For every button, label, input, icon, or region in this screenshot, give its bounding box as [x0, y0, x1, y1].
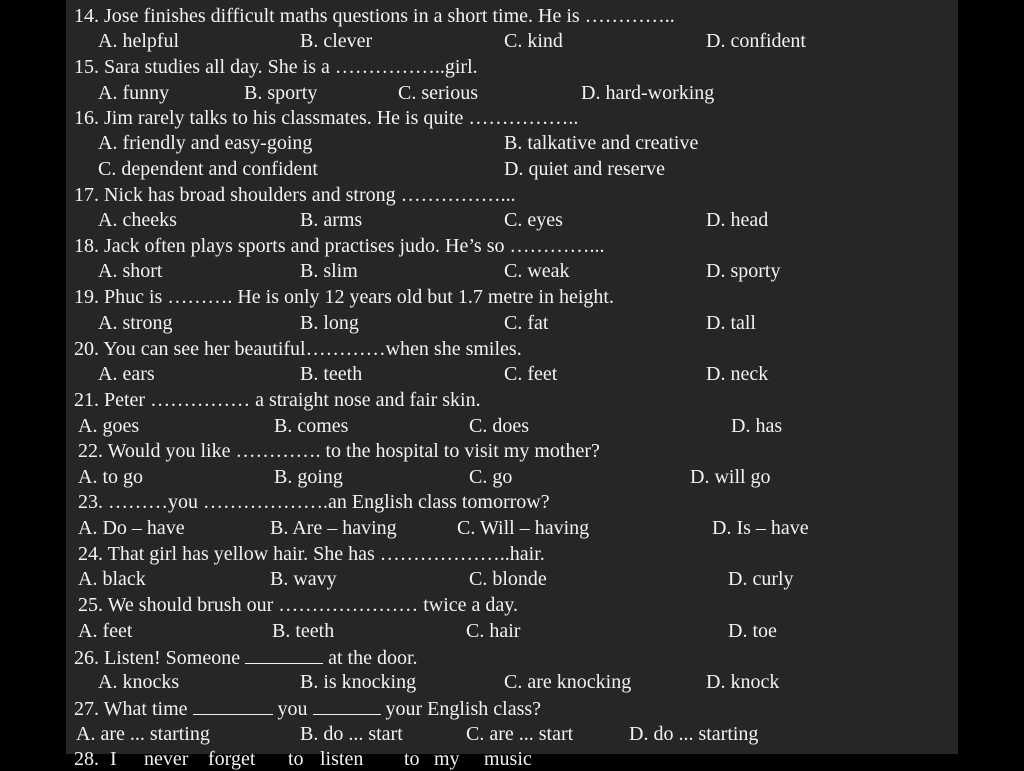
answer-blank [193, 696, 273, 715]
question-22-option-b: B. going [274, 466, 343, 488]
question-18-option-c: C. weak [504, 260, 570, 282]
question-20-option-a: A. ears [98, 363, 155, 385]
question-26-stem-part: at the door. [323, 647, 418, 669]
cut-off-word: 28. [74, 748, 99, 770]
question-24-option-a: A. black [78, 568, 146, 590]
question-16-stem: 16. Jim rarely talks to his classmates. He is quite …………….. [74, 107, 579, 129]
question-19-option-d: D. tall [706, 312, 756, 334]
question-17-option-d: D. head [706, 209, 769, 231]
question-14-option-b: B. clever [300, 30, 373, 52]
question-26-stem [74, 645, 418, 670]
cut-off-word: listen [320, 748, 364, 770]
question-17-stem: 17. Nick has broad shoulders and strong ……………... [74, 184, 516, 206]
cut-off-word: my [434, 748, 460, 770]
question-27-stem-part: 27. What time [74, 698, 193, 720]
question-27-option-a: A. are ... starting [76, 723, 210, 745]
question-14-option-a: A. helpful [98, 30, 180, 52]
question-25-option-b: B. teeth [272, 620, 335, 642]
question-22-option-a: A. to go [78, 466, 143, 488]
question-22-option-c: C. go [469, 466, 513, 488]
question-26-stem-part: 26. Listen! Someone [74, 647, 246, 669]
question-17-option-c: C. eyes [504, 209, 563, 231]
question-23-option-a: A. Do – have [78, 517, 185, 539]
question-14-option-c: C. kind [504, 30, 563, 52]
question-25-stem: 25. We should brush our ………………… twice a day. [78, 594, 518, 616]
question-22-option-d: D. will go [690, 466, 771, 488]
cut-off-question-28 [74, 747, 594, 770]
question-27-stem-part: your English class? [380, 698, 542, 720]
question-26-option-d: D. knock [706, 671, 780, 693]
question-27-option-c: C. are ... start [466, 723, 574, 745]
cut-off-word: forget [208, 748, 256, 770]
worksheet [66, 0, 958, 770]
question-21-option-d: D. has [731, 415, 783, 437]
question-16-option-b: B. talkative and creative [504, 132, 699, 154]
question-27-stem [74, 696, 541, 721]
question-25-option-a: A. feet [78, 620, 133, 642]
question-19-option-c: C. fat [504, 312, 549, 334]
question-18-stem: 18. Jack often plays sports and practises judo. He’s so …………... [74, 235, 605, 257]
question-18-option-a: A. short [98, 260, 163, 282]
cut-off-word: music [484, 748, 532, 770]
question-15-option-c: C. serious [398, 82, 478, 104]
question-25-option-c: C. hair [466, 620, 521, 642]
question-24-option-d: D. curly [728, 568, 794, 590]
question-16-option-c: C. dependent and confident [98, 158, 318, 180]
cut-off-word: I [110, 748, 117, 770]
question-23-option-b: B. Are – having [270, 517, 397, 539]
question-20-option-d: D. neck [706, 363, 769, 385]
question-23-option-c: C. Will – having [457, 517, 590, 539]
answer-blank [313, 696, 381, 715]
question-23-stem: 23. ………you ……………….an English class tomorrow? [78, 491, 550, 513]
question-19-option-a: A. strong [98, 312, 173, 334]
question-15-option-a: A. funny [98, 82, 170, 104]
question-26-option-c: C. are knocking [504, 671, 632, 693]
question-15-option-d: D. hard-working [581, 82, 715, 104]
question-24-stem: 24. That girl has yellow hair. She has ………………..hair. [78, 543, 545, 565]
question-19-stem: 19. Phuc is ………. He is only 12 years old but 1.7 metre in height. [74, 286, 614, 308]
question-14-option-d: D. confident [706, 30, 806, 52]
question-24-option-b: B. wavy [270, 568, 337, 590]
question-15-stem: 15. Sara studies all day. She is a ……………..girl. [74, 56, 478, 78]
question-22-stem: 22. Would you like …………. to the hospital to visit my mother? [78, 440, 600, 462]
question-21-option-b: B. comes [274, 415, 349, 437]
answer-blank [245, 645, 323, 664]
question-24-option-c: C. blonde [469, 568, 547, 590]
question-18-option-d: D. sporty [706, 260, 781, 282]
question-15-option-b: B. sporty [244, 82, 318, 104]
question-16-option-a: A. friendly and easy-going [98, 132, 313, 154]
question-25-option-d: D. toe [728, 620, 777, 642]
question-19-option-b: B. long [300, 312, 359, 334]
question-17-option-b: B. arms [300, 209, 363, 231]
question-26-option-a: A. knocks [98, 671, 180, 693]
question-20-option-c: C. feet [504, 363, 558, 385]
question-27-stem-part: you [272, 698, 313, 720]
question-16-option-d: D. quiet and reserve [504, 158, 666, 180]
question-26-option-b: B. is knocking [300, 671, 417, 693]
question-21-option-c: C. does [469, 415, 529, 437]
question-27-option-b: B. do ... start [300, 723, 403, 745]
question-14-stem: 14. Jose finishes difficult maths questions in a short time. He is ………….. [74, 5, 675, 27]
question-18-option-b: B. slim [300, 260, 358, 282]
cut-off-word: never [144, 748, 189, 770]
question-21-option-a: A. goes [78, 415, 140, 437]
cut-off-word: to [288, 748, 304, 770]
question-27-option-d: D. do ... starting [629, 723, 759, 745]
question-17-option-a: A. cheeks [98, 209, 177, 231]
question-20-stem: 20. You can see her beautiful…………when she smiles. [74, 338, 522, 360]
question-20-option-b: B. teeth [300, 363, 363, 385]
question-21-stem: 21. Peter …………… a straight nose and fair skin. [74, 389, 481, 411]
cut-off-word: to [404, 748, 420, 770]
question-23-option-d: D. Is – have [712, 517, 809, 539]
